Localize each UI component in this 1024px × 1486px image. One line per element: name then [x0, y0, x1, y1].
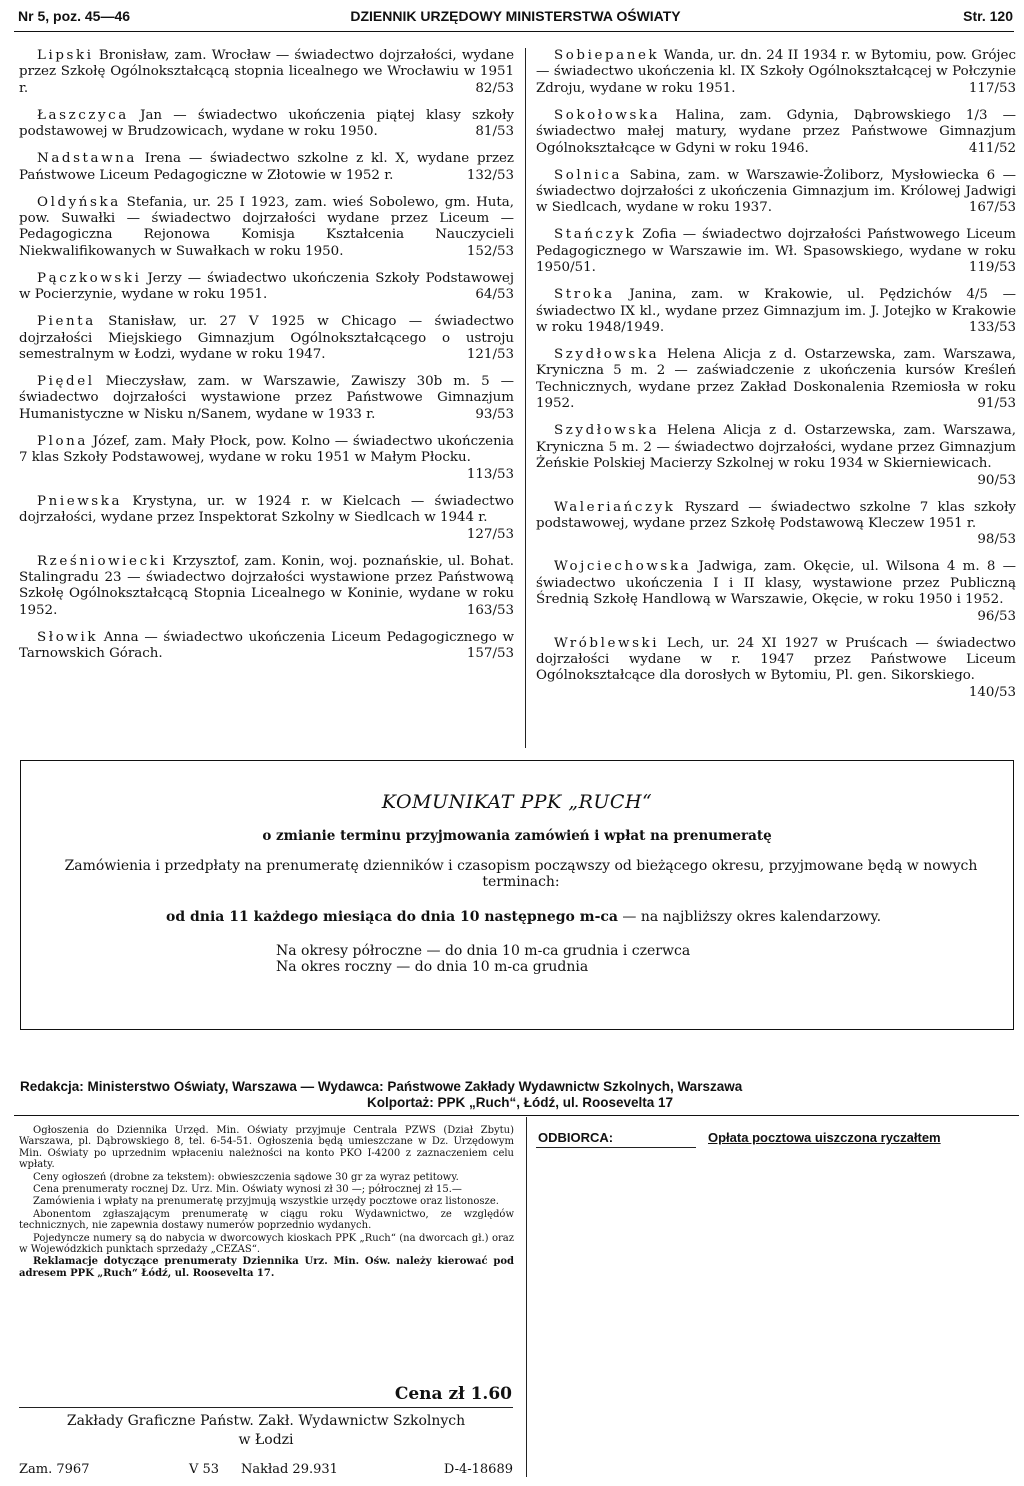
entry-code: 127/53 [466, 526, 514, 542]
entry-text: Józef, zam. Mały Płock, pow. Kolno — świadectwo ukończenia 7 klas Szkoły Podstawowej, wydane w roku 1951 w Małym Płocku. [19, 433, 514, 466]
header-rule [14, 31, 1014, 32]
entry-text: Irena — świadectwo szkolne z kl. X, wydane przez Państwowe Liceum Pedagogiczne w Złotowie w 1952 r. [19, 151, 514, 183]
entry-surname: Lipski [37, 48, 94, 63]
entry-code: 113/53 [466, 466, 514, 482]
entry-text: Krystyna, ur. w 1924 r. w Kielcach — świadectwo dojrzałości, wydane przez Inspektorat Szkolny w Siedlcach w 1944 r. [19, 493, 514, 526]
price: Cena zł 1.60 [394, 1384, 512, 1404]
entry-text: Jadwiga, zam. Okęcie, ul. Wilsona 4 m. 8 — świadectwo ukończenia I i II klasy, wystawione przez Publiczną Średnią Szkołę Handlową w Warszawie, Okęcie, w roku 1950 i 1952. [536, 559, 1016, 608]
entry-code: 157/53 [466, 646, 514, 662]
entry-surname: Szydłowska [554, 347, 660, 363]
entry-code: 132/53 [466, 167, 514, 183]
entry-surname: Sobiepanek [554, 48, 660, 63]
entry-code: 140/53 [968, 684, 1016, 700]
entry-text: Jerzy — świadectwo ukończenia Szkoły Podstawowej w Pocierzynie, wydane w roku 1951. [19, 270, 514, 303]
entry-surname: Piędel [37, 374, 95, 390]
entry-code: 91/53 [977, 396, 1016, 412]
entry-surname: Rześniowiecki [37, 553, 168, 569]
entry [19, 314, 514, 363]
entry-text: Jan — świadectwo ukończenia piątej klasy szkoły podstawowej w Brudzowicach, wydane w roku 1950. [19, 107, 514, 140]
entry [19, 554, 514, 620]
entry-surname: Słowik [37, 629, 99, 645]
left-column-entries [19, 48, 514, 673]
entry-surname: Sokołowska [554, 107, 661, 123]
entry-text: Stefania, ur. 25 I 1923, zam. wieś Sobolewo, gm. Huta, pow. Suwałki — świadectwo dojrzałości wydane przez Liceum — Pedagogiczna Rejonowa Komisja Kształcenia Nauczycieli Niekwalifikowanych w Suwałkach w roku 1950. [19, 194, 515, 259]
printer-city: w Łodzi [238, 1432, 294, 1448]
entry-text: Wanda, ur. dn. 24 II 1934 r. w Bytomiu, pow. Grójec — świadectwo ukończenia kl. IX Szkoły Ogólnokształcącej w Połczynie Zdroju, wydane w roku 1951. [536, 48, 1016, 96]
printer-name: Zakłady Graficzne Państw. Zakł. Wydawnictw Szkolnych [66, 1413, 466, 1429]
announcement-term-rest: — na najbliższy okres kalendarzowy. [617, 909, 882, 925]
entry-text: Zofia — świadectwo dojrzałości Państwowego Liceum Pedagogicznego w Warszawie im. Wł. Spasowskiego, wydane w roku 1950/51. [536, 227, 1016, 276]
imprint-v: V 53 [189, 1462, 220, 1477]
price-rule [19, 1407, 513, 1408]
entry-surname: Łaszczyca [37, 107, 129, 123]
announcement-term-bold: od dnia 11 każdego miesiąca do dnia 10 następnego m-ca [166, 909, 618, 925]
entry-surname: Nadstawna [37, 151, 137, 167]
announcement-deadlines [276, 943, 690, 975]
order-number: Zam. 7967 [19, 1462, 90, 1477]
note-paragraph: Abonentom zgłaszającym prenumeratę w ciągu roku Wydawnictwo, ze względów technicznych, nie zapewnia dostawy numerów poprzednio wydanych. [19, 1208, 514, 1232]
entry [19, 630, 514, 663]
printer-info [19, 1412, 513, 1450]
editorial-rule [14, 1115, 1019, 1116]
issue-number: Nr 5, poz. 45—46 [18, 8, 131, 24]
entry-text: Mieczysław, zam. w Warszawie, Zawiszy 30b m. 5 — świadectwo dojrzałości wystawione przez Państwowe Gimnazjum Humanistyczne w Nisku n/Sanem, wydane w 1933 r. [19, 374, 515, 422]
entry-text: Lech, ur. 24 XI 1927 w Pruścach — świadectwo dojrzałości wydane w r. 1947 przez Państwowe Liceum Ogólnokształcące dla dorosłych w Bytomiu, Pl. gen. Sikorskiego. [536, 635, 1016, 684]
entry [536, 227, 1016, 276]
announcement-subtitle: o zmianie terminu przyjmowania zamówień i wpłat na prenumeratę [262, 828, 772, 844]
entry-surname: Pienta [37, 314, 96, 330]
entry [19, 195, 514, 261]
entry-code: 93/53 [475, 406, 514, 422]
entry [536, 559, 1016, 625]
entry [536, 48, 1016, 97]
entry-surname: Waleriańczyk [554, 499, 676, 515]
entry-text: Sabina, zam. w Warszawie-Żoliborz, Mysłowiecka 6 — świadectwo dojrzałości z ukończenia Gimnazjum im. Królowej Jadwigi w Siedlcach, wydane w roku 1937. [536, 167, 1016, 216]
entry-surname: Oldyńska [37, 194, 121, 210]
editorial-info [20, 1079, 1020, 1111]
publication-notes [19, 1125, 514, 1280]
note-paragraph: Zamówienia i wpłaty na prenumeratę przyjmują wszystkie urzędy pocztowe oraz listonosze. [33, 1196, 499, 1208]
announcement-box [20, 760, 1014, 1030]
column-divider [525, 48, 526, 748]
entry-surname: Plona [37, 433, 88, 449]
editorial-line: Redakcja: Ministerstwo Oświaty, Warszawa — Wydawca: Państwowe Zakłady Wydawnictw Szkolnych, Warszawa [20, 1079, 743, 1094]
page-header [18, 8, 1013, 30]
note-paragraph: Pojedyncze numery są do nabycia w dworcowych kioskach PPK „Ruch“ (na dworcach gł.) oraz w Wojewódzkich punktach sprzedaży „CEZAS“. [19, 1232, 514, 1256]
entry-text: Ryszard — świadectwo szkolne 7 klas szkoły podstawowej, wydane przez Szkołę Podstawową Kleczew 1951 r. [536, 499, 1016, 531]
announcement-term [166, 909, 881, 925]
entry [536, 636, 1016, 702]
entry-code: 90/53 [977, 472, 1016, 488]
entry-code: 81/53 [475, 124, 514, 140]
entry-surname: Wojciechowska [554, 559, 692, 575]
entry [536, 500, 1016, 549]
entry-text: Halina, zam. Gdynia, Dąbrowskiego 1/3 — świadectwo małej matury, wydane przez Państwowe Gimnazjum Ogólnokształcące w Gdyni w roku 1946. [536, 107, 1016, 156]
entry-text: Krzysztof, zam. Konin, woj. poznańskie, ul. Bohat. Stalingradu 23 — świadectwo dojrzałości wystawione przez Państwową Szkołę Ogólnokształcącą Stopnia Licealnego w Koninie, wydane w roku 1952. [19, 553, 514, 618]
entry [19, 271, 514, 304]
entry-surname: Szydłowska [554, 423, 660, 439]
imprint-code: D-4-18689 [443, 1462, 513, 1477]
half-year-deadline: Na okresy półroczne — do dnia 10 m-ca grudnia i czerwca [276, 943, 691, 959]
entry-code: 64/53 [475, 287, 514, 303]
entry [19, 48, 514, 97]
entry-code: 152/53 [466, 243, 514, 259]
entry [536, 287, 1016, 336]
entry-surname: Pniewska [37, 493, 123, 509]
postage-note: Opłata pocztowa uiszczona ryczałtem [708, 1130, 941, 1145]
entry-text: Stanisław, ur. 27 V 1925 w Chicago — świadectwo dojrzałości Miejskiego Gimnazjum Ogólnokształcącego o ustroju semestralnym w Łodzi, wydane w roku 1947. [19, 314, 514, 363]
entry-code: 411/52 [968, 140, 1016, 156]
entry [19, 151, 514, 184]
entry-code: 82/53 [475, 80, 514, 96]
entry [19, 374, 514, 423]
announcement-paragraph: Zamówienia i przedpłaty na prenumeratę dzienników i czasopism począwszy od bieżącego okresu, przyjmowane będą w nowych terminach: [64, 858, 978, 890]
recipient-rule [536, 1147, 696, 1148]
entry [536, 108, 1016, 157]
entry-surname: Stańczyk [554, 227, 637, 243]
entry-code: 117/53 [968, 80, 1016, 96]
bottom-divider [526, 1117, 527, 1477]
entry [19, 108, 514, 141]
print-run: Nakład 29.931 [241, 1462, 338, 1477]
note-paragraph: Reklamacje dotyczące prenumeraty Dziennika Urz. Min. Ośw. należy kierować pod adresem PPK „Ruch“ Łódź, ul. Roosevelta 17. [19, 1256, 514, 1279]
entry-text: Janina, zam. w Krakowie, ul. Pędzichów 4/5 — świadectwo IX kl., wydane przez Gimnazjum im. J. Jotejko w Krakowie w roku 1948/1949. [536, 287, 1016, 336]
announcement-title: KOMUNIKAT PPK „RUCH“ [381, 791, 653, 813]
entry-text: Anna — świadectwo ukończenia Liceum Pedagogicznego w Tarnowskich Górach. [19, 629, 514, 662]
entry-code: 133/53 [968, 320, 1016, 336]
entry-text: Bronisław, zam. Wrocław — świadectwo dojrzałości, wydane przez Szkołę Ogólnokształcącą stopnia licealnego we Wrocławiu w 1951 r. [19, 48, 514, 96]
entry-surname: Solnica [554, 167, 623, 183]
entry-text: Helena Alicja z d. Ostarzewska, zam. Warszawa, Kryniczna 5 m. 2 — zaświadczenie z ukończenia kursów Kreśleń Technicznych, wydane przez Zakład Doskonalenia Rzemiosła w roku 1952. [536, 347, 1016, 412]
note-paragraph: Ceny ogłoszeń (drobne za tekstem): obwieszczenia sądowe 30 gr za wyraz petitowy. [33, 1171, 459, 1183]
entry-code: 98/53 [977, 532, 1016, 548]
entry-code: 167/53 [968, 200, 1016, 216]
entry-code: 163/53 [466, 602, 514, 618]
entry-surname: Wróblewski [554, 635, 660, 651]
entry-code: 96/53 [977, 608, 1016, 624]
entry [19, 494, 514, 543]
entry-code: 121/53 [466, 347, 514, 363]
right-column-entries [536, 48, 1016, 712]
entry-code: 119/53 [968, 260, 1016, 276]
entry-surname: Pączkowski [37, 270, 142, 286]
entry [536, 423, 1016, 489]
recipient-label: ODBIORCA: [538, 1130, 614, 1145]
entry-text: Helena Alicja z d. Ostarzewska, zam. Warszawa, Kryniczna 5 m. 2 — świadectwo dojrzałości, wydane przez Gimnazjum Żeńskie Polskiej Macierzy Szkolnej w roku 1934 w Skierniewicach. [536, 423, 1016, 472]
distribution-line: Kolportaż: PPK „Ruch“, Łódź, ul. Roosevelta 17 [366, 1095, 674, 1110]
entry [536, 168, 1016, 217]
page-number: Str. 120 [963, 8, 1013, 24]
note-paragraph: Ogłoszenia do Dziennika Urzęd. Min. Oświaty przyjmuje Centrala PZWS (Dział Zbytu) Warszawa, pl. Dąbrowskiego 8, tel. 6-54-51. Ogłoszenia będą umieszczane w Dz. Urzędowym Min. Oświaty po uprzednim wpłaceniu należności na konto PKO I-4200 z zaznaczeniem celu wpłaty. [19, 1125, 514, 1171]
journal-title: DZIENNIK URZĘDOWY MINISTERSTWA OŚWIATY [350, 8, 681, 24]
note-paragraph: Cena prenumeraty rocznej Dz. Urz. Min. Oświaty wynosi zł 30 —; półrocznej zł 15.— [33, 1184, 462, 1196]
year-deadline: Na okres roczny — do dnia 10 m-ca grudnia [276, 959, 589, 975]
entry-surname: Stroka [554, 287, 615, 303]
entry [536, 347, 1016, 413]
entry [19, 434, 514, 483]
